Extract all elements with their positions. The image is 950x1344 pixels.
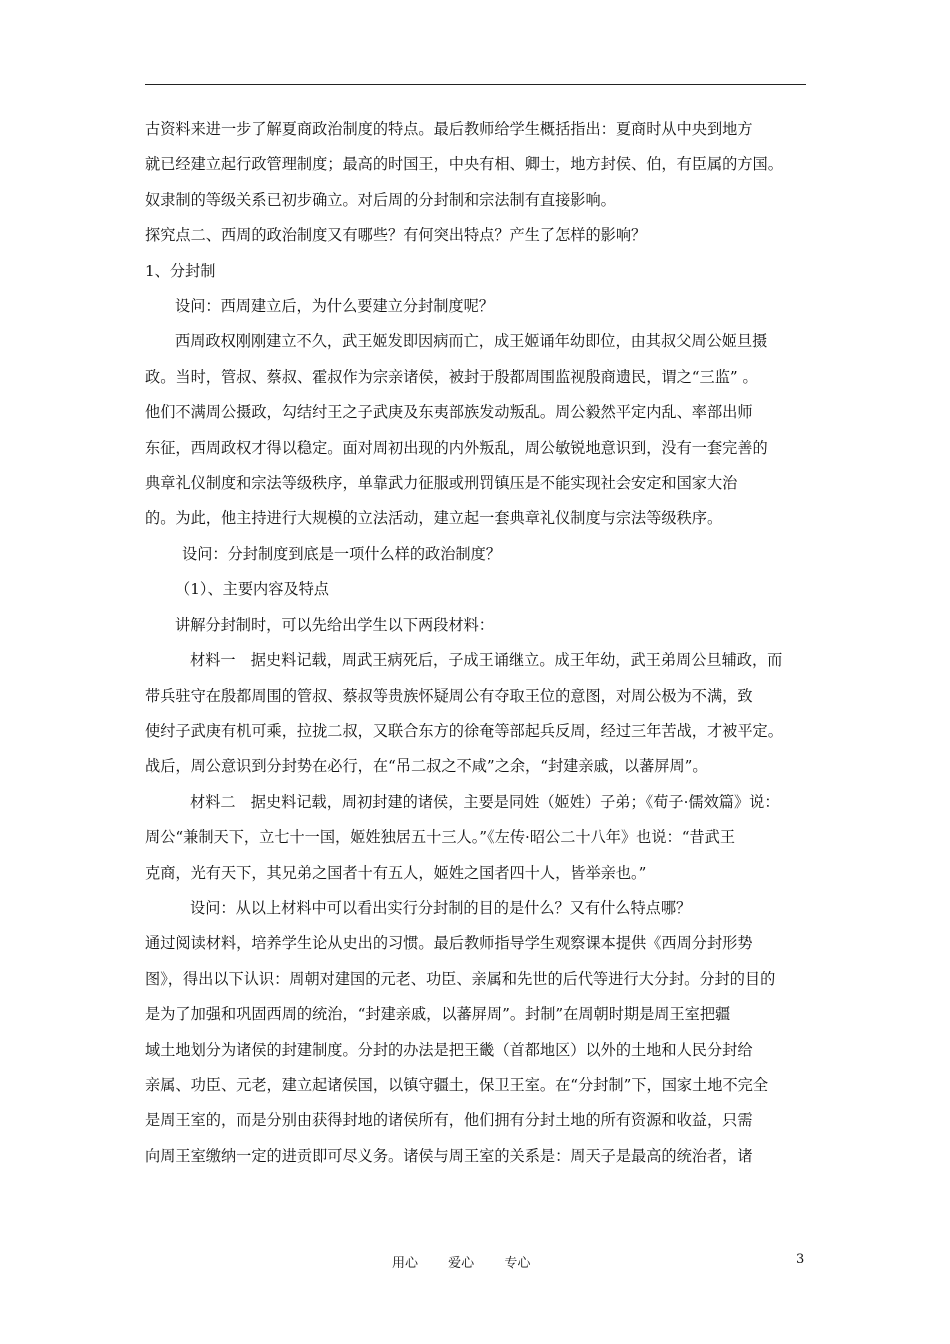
question-line: 设问：从以上材料中可以看出实行分封制的目的是什么？又有什么特点哪？ bbox=[190, 898, 692, 917]
footer-motto-item: 用心 bbox=[392, 1256, 419, 1271]
footer-motto bbox=[392, 1252, 556, 1271]
material-line: 带兵驻守在殷都周围的管叔、蔡叔等贵族怀疑周公有夺取王位的意图，对周公极为不满，致 bbox=[145, 686, 753, 705]
material-line: 战后，周公意识到分封势在必行，在“吊二叔之不咸”之余，“封建亲戚，以蕃屏周”。 bbox=[145, 757, 708, 776]
paragraph-line: 向周王室缴纳一定的进贡即可尽义务。诸侯与周王室的关系是：周天子是最高的统治者，诸 bbox=[145, 1146, 753, 1165]
footer-motto-item: 专心 bbox=[504, 1256, 531, 1271]
material-line: 材料二 据史料记载，周初封建的诸侯，主要是同姓（姬姓）子弟；《荀子·儒效篇》说： bbox=[190, 792, 780, 811]
question-line: 设问：西周建立后，为什么要建立分封制度呢？ bbox=[175, 297, 494, 316]
page-number: 3 bbox=[796, 1252, 805, 1267]
paragraph-line: 讲解分封制时，可以先给出学生以下两段材料： bbox=[175, 615, 494, 634]
subsection-heading: （1）、主要内容及特点 bbox=[175, 580, 329, 599]
paragraph-line: 典章礼仪制度和宗法等级秩序，单靠武力征服或刑罚镇压是不能实现社会安定和国家大治 bbox=[145, 474, 738, 493]
paragraph-line: 的。为此，他主持进行大规模的立法活动，建立起一套典章礼仪制度与宗法等级秩序。 bbox=[145, 509, 723, 528]
paragraph-line: 亲属、功臣、元老，建立起诸侯国，以镇守疆土，保卫王室。在“分封制”下，国家土地不完全 bbox=[145, 1075, 769, 1094]
footer-motto-item: 爱心 bbox=[448, 1256, 475, 1271]
paragraph-line: 西周政权刚刚建立不久，武王姬发即因病而亡，成王姬诵年幼即位，由其叔父周公姬旦摄 bbox=[175, 332, 768, 351]
paragraph-line: 奴隶制的等级关系已初步确立。对后周的分封制和宗法制有直接影响。 bbox=[145, 190, 616, 209]
paragraph-line: 东征，西周政权才得以稳定。面对周初出现的内外叛乱，周公敏锐地意识到，没有一套完善的 bbox=[145, 438, 768, 457]
material-line: 周公“兼制天下，立七十一国，姬姓独居五十三人。”《左传·昭公二十八年》也说：“昔武王 bbox=[145, 828, 736, 847]
paragraph-line: 政。当时，管叔、蔡叔、霍叔作为宗亲诸侯，被封于殷都周围监视殷商遗民，谓之“三监” 。 bbox=[145, 367, 758, 386]
material-line: 使纣子武庚有机可乘，拉拢二叔，又联合东方的徐奄等部起兵反周，经过三年苦战，才被平定。 bbox=[145, 721, 783, 740]
subsection-heading: 1、分封制 bbox=[145, 261, 216, 280]
header-rule bbox=[145, 84, 806, 85]
section-heading: 探究点二、西周的政治制度又有哪些？有何突出特点？产生了怎样的影响？ bbox=[145, 226, 647, 245]
paragraph-line: 图》，得出以下认识：周朝对建国的元老、功臣、亲属和先世的后代等进行大分封。分封的目的 bbox=[145, 969, 776, 988]
paragraph-line: 通过阅读材料，培养学生论从史出的习惯。最后教师指导学生观察课本提供《西周分封形势 bbox=[145, 934, 753, 953]
document-body bbox=[145, 112, 809, 1174]
paragraph-line: 是为了加强和巩固西周的统治，“封建亲戚，以蕃屏周”。封制”在周朝时期是周王室把疆 bbox=[145, 1005, 731, 1024]
paragraph-line: 古资料来进一步了解夏商政治制度的特点。最后教师给学生概括指出：夏商时从中央到地方 bbox=[145, 120, 753, 138]
paragraph-line: 就已经建立起行政管理制度；最高的时国王，中央有相、卿士，地方封侯、伯，有臣属的方国。 bbox=[145, 155, 783, 174]
paragraph-line: 是周王室的，而是分别由获得封地的诸侯所有，他们拥有分封土地的所有资源和收益，只需 bbox=[145, 1111, 753, 1130]
paragraph-line: 域土地划分为诸侯的封建制度。分封的办法是把王畿（首都地区）以外的土地和人民分封给 bbox=[145, 1040, 753, 1059]
question-line: 设问：分封制度到底是一项什么样的政治制度？ bbox=[182, 544, 501, 563]
material-line: 克商，光有天下，其兄弟之国者十有五人，姬姓之国者四十人，皆举亲也。” bbox=[145, 863, 647, 882]
material-line: 材料一 据史料记载，周武王病死后，子成王诵继立。成王年幼，武王弟周公旦辅政，而 bbox=[190, 651, 783, 670]
paragraph-line: 他们不满周公摄政，勾结纣王之子武庚及东夷部族发动叛乱。周公毅然平定内乱、率部出师 bbox=[145, 403, 753, 422]
